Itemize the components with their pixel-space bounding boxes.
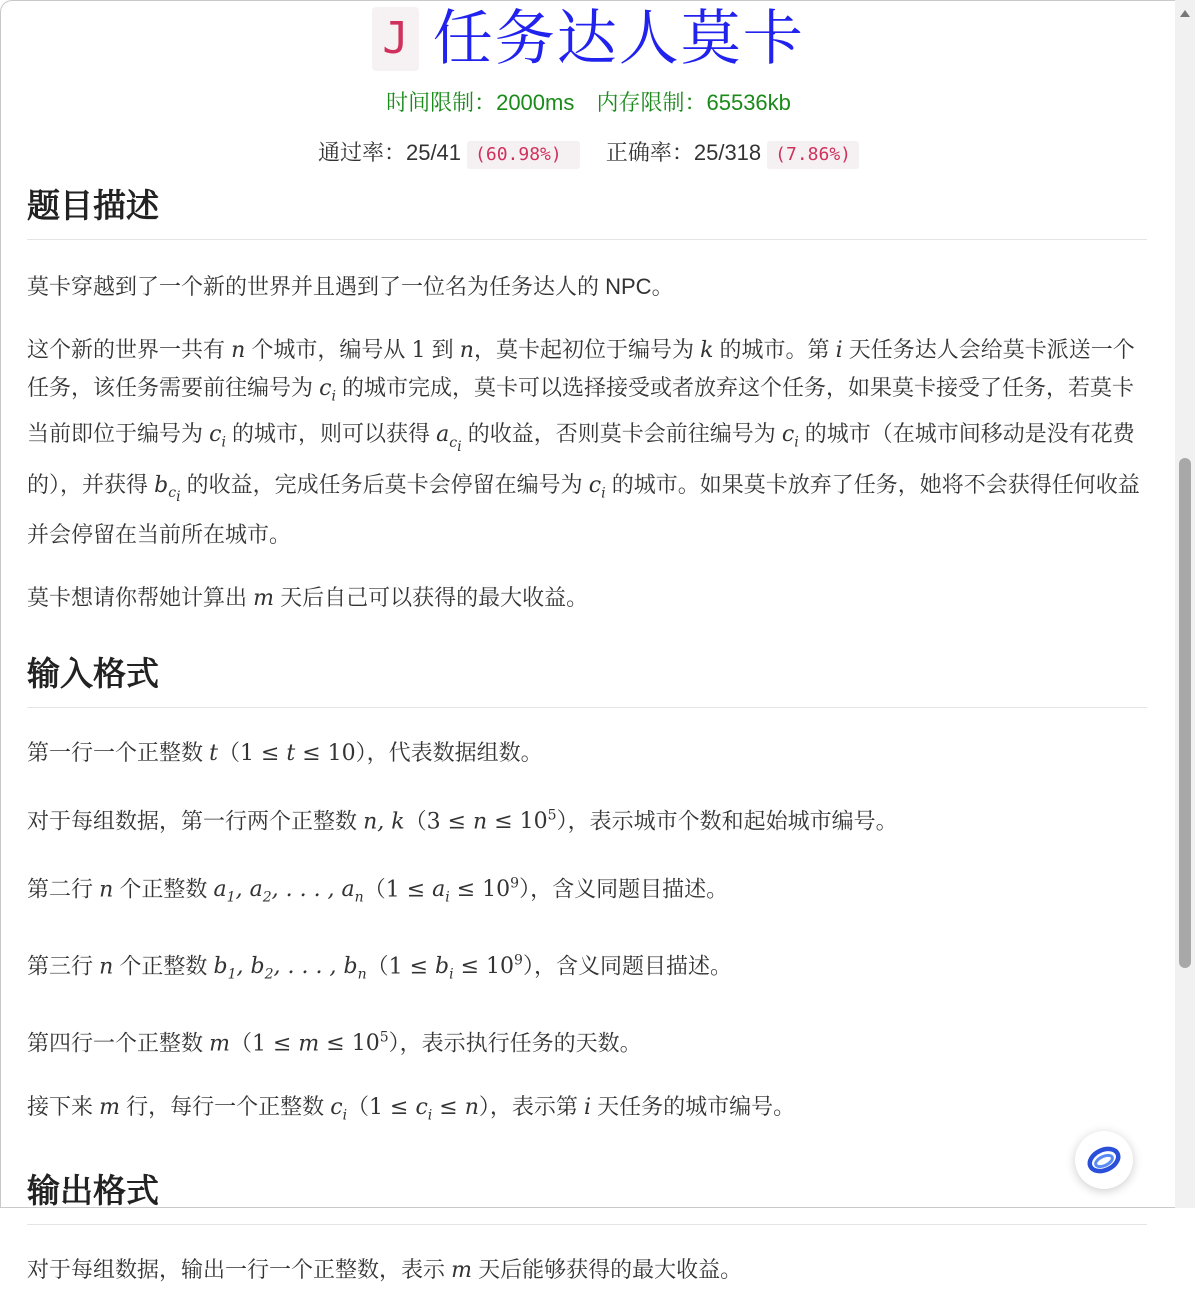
description-paragraph-2: 这个新的世界一共有 n 个城市，编号从 1 到 n，莫卡起初位于编号为 k 的城市。第 i 天任务达人会给莫卡派送一个任务，该任务需要前往编号为 $c_i$ 的城市完成，莫卡可以选择接受或者放弃这个任务，如果莫卡接受了任务，若莫卡当前即位于编号为 $c_i$ 的城市，则可以获得 $a_{c_i}$ 的收益，否则莫卡会前往编号为 $c_i$ 的城市（在城市间移动是没有花费的），并获得 $b_{c_i}$ 的收益，完成任务后莫卡会停留在编号为 $c_i$ 的城市。如果莫卡放弃了任务，她将不会获得任何收益并会停留在当前所在城市。: [27, 337, 1140, 547]
input-line-5: 第四行一个正整数 $m(1 \le m \le 10^5)$，表示执行任务的天数。: [27, 1029, 642, 1056]
pass-rate: [318, 138, 580, 169]
memory-limit: 内存限制：65536kb: [596, 90, 791, 115]
problem-title: 任务达人莫卡: [432, 5, 805, 72]
section-title-input: 输入格式: [27, 649, 1147, 708]
description-paragraph-3: 莫卡想请你帮她计算出 m 天后自己可以获得的最大收益。: [27, 584, 589, 611]
output-line-1: 对于每组数据，输出一行一个正整数，表示 m 天后能够获得的最大收益。: [27, 1257, 743, 1284]
input-line-6: 接下来 m 行，每行一个正整数 $c_i(1 \le c_i \le n)$，表示第 i 天任务的城市编号。: [27, 1093, 796, 1124]
problem-title-row: [1, 7, 1176, 77]
assistant-logo-icon: [1075, 1131, 1133, 1189]
scrollbar[interactable]: [1175, 0, 1195, 1208]
input-line-1: 第一行一个正整数 t（1 ≤ t ≤ 10），代表数据组数。: [27, 739, 543, 766]
input-line-4: 第三行 n 个正整数 $b_1$, $b_2$, . . . , $b_n(1 \le b_i \le 10^9)$，含义同题目描述。: [27, 952, 732, 983]
problem-content: [27, 181, 1147, 1289]
pass-rate-percent: (60.98%): [467, 141, 580, 169]
section-title-output: 输出格式: [27, 1166, 1147, 1225]
description-paragraph-1: 莫卡穿越到了一个新的世界并且遇到了一位名为任务达人的 NPC。: [27, 274, 674, 299]
stats-line: [1, 138, 1176, 169]
accuracy-label: 正确率：25/318: [605, 140, 762, 165]
assistant-float-button[interactable]: [1075, 1131, 1133, 1189]
limits-line: [1, 89, 1176, 117]
scroll-up-arrow-icon[interactable]: [1180, 10, 1190, 17]
problem-letter-badge: J: [372, 7, 419, 71]
scrollbar-thumb[interactable]: [1179, 458, 1191, 968]
time-limit: 时间限制：2000ms: [386, 90, 575, 115]
accuracy-percent: (7.86%): [767, 141, 859, 169]
input-line-3: 第二行 n 个正整数 $a_1$, $a_2$, . . . , $a_n(1 \le a_i \le 10^9)$，含义同题目描述。: [27, 876, 729, 906]
input-line-2: 对于每组数据，第一行两个正整数 n, $k(3 \le n \le 10^5)$，表示城市个数和起始城市编号。: [27, 807, 898, 835]
section-title-description: 题目描述: [27, 181, 1147, 240]
accuracy-rate: [606, 138, 859, 169]
pass-rate-label: 通过率：25/41: [317, 140, 462, 165]
